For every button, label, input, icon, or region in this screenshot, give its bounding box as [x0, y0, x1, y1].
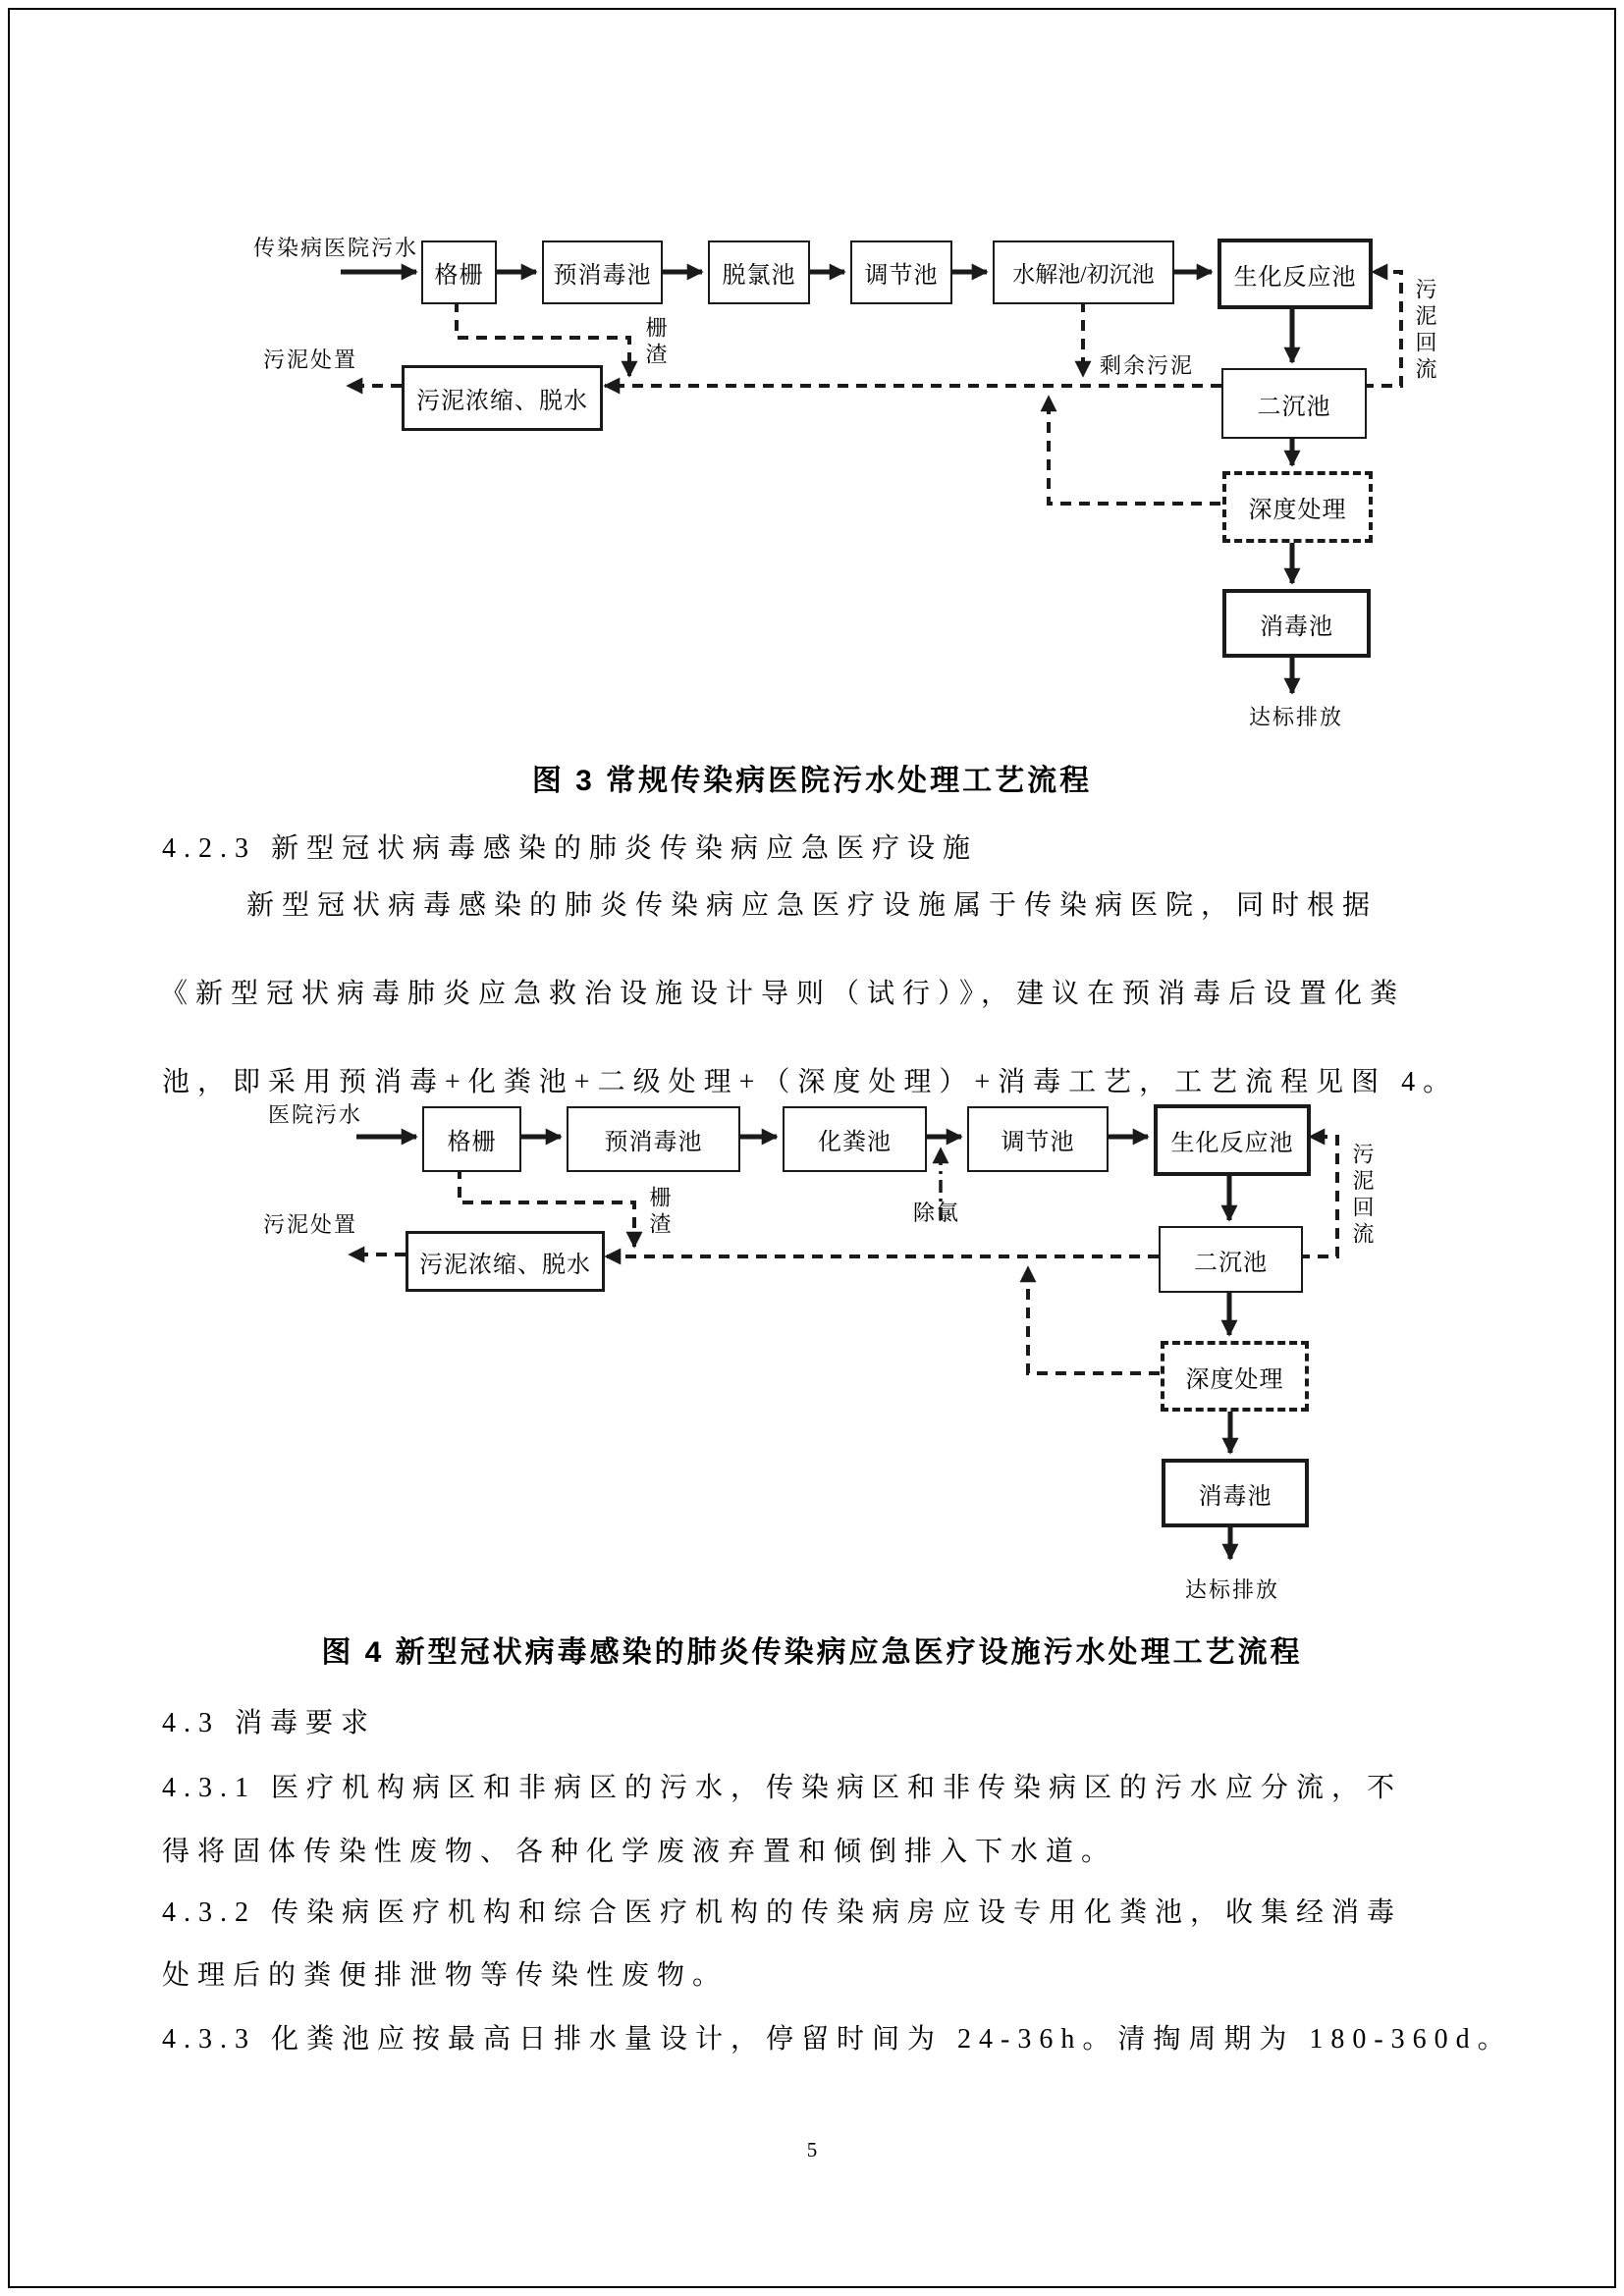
fig4-dechlorination-label: 除氯	[913, 1201, 961, 1225]
fig4-shendu-sludge-return	[1028, 1267, 1160, 1373]
fig3-sludge-disposal-label: 污泥处置	[263, 347, 358, 372]
fig4-node-septic-tank: 化粪池	[783, 1106, 927, 1172]
fig3-node-hydrolysis-primary-tank: 水解池/初沉池	[993, 240, 1174, 304]
fig3-sludge-recycle-label: 污泥回流	[1413, 278, 1437, 384]
fig4-node-regulating-tank: 调节池	[967, 1106, 1109, 1172]
fig3-shendu-sludge-return	[1049, 397, 1220, 504]
fig4-node-predisinfection-tank: 预消毒池	[567, 1106, 740, 1172]
paragraph-line-1: 新型冠状病毒感染的肺炎传染病应急医疗设施属于传染病医院，同时根据	[246, 890, 1379, 921]
fig4-sludge-recycle-label: 污泥回流	[1350, 1143, 1375, 1249]
fig3-node-secondary-clarifier: 二沉池	[1221, 368, 1367, 439]
fig4-node-sludge-thickening-dewatering: 污泥浓缩、脱水	[406, 1231, 605, 1292]
heading-4-2-3: 4.2.3 新型冠状病毒感染的肺炎传染病应急医疗设施	[162, 833, 979, 864]
fig4-sludge-disposal-label: 污泥处置	[263, 1212, 358, 1237]
fig4-screenings-label: 栅渣	[647, 1186, 672, 1239]
heading-4-3: 4.3 消毒要求	[162, 1708, 377, 1738]
fig3-node-predisinfection-tank: 预消毒池	[542, 240, 663, 304]
paragraph-line-3: 池，即采用预消毒+化粪池+二级处理+（深度处理）+消毒工艺，工艺流程见图 4。	[162, 1067, 1459, 1097]
fig3-node-screen: 格栅	[421, 240, 497, 304]
fig4-node-disinfection-tank: 消毒池	[1162, 1459, 1309, 1527]
line-4-3-1-a: 4.3.1 医疗机构病区和非病区的污水，传染病区和非传染病区的污水应分流，不	[162, 1773, 1403, 1803]
figure4-caption: 图 4 新型冠状病毒感染的肺炎传染病应急医疗设施污水处理工艺流程	[321, 1636, 1303, 1669]
fig3-node-bioreactor: 生化反应池	[1218, 239, 1373, 309]
fig3-node-dechlorination-tank: 脱氯池	[708, 240, 810, 304]
fig4-node-secondary-clarifier: 二沉池	[1159, 1226, 1303, 1293]
paragraph-line-2: 《新型冠状病毒肺炎应急救治设施设计导则（试行）》，建议在预消毒后设置化粪	[160, 979, 1406, 1009]
fig3-outfall-label: 达标排放	[1249, 705, 1344, 729]
fig4-outfall-label: 达标排放	[1185, 1577, 1280, 1602]
fig3-node-advanced-treatment: 深度处理	[1222, 471, 1373, 543]
line-4-3-2-b: 处理后的粪便排泄物等传染性废物。	[162, 1960, 729, 1991]
fig3-excess-sludge-label: 剩余污泥	[1100, 353, 1195, 378]
fig3-inflow-label: 传染病医院污水	[253, 236, 419, 260]
fig3-node-regulating-tank: 调节池	[850, 240, 952, 304]
fig4-node-bioreactor: 生化反应池	[1154, 1104, 1311, 1176]
fig3-node-sludge-thickening-dewatering: 污泥浓缩、脱水	[402, 365, 603, 431]
fig3-node-disinfection-tank: 消毒池	[1222, 589, 1371, 658]
fig4-inflow-label: 医院污水	[268, 1102, 363, 1127]
page-number: 5	[806, 2138, 818, 2162]
figure3-caption: 图 3 常规传染病医院污水处理工艺流程	[531, 765, 1093, 797]
line-4-3-2-a: 4.3.2 传染病医疗机构和综合医疗机构的传染病房应设专用化粪池，收集经消毒	[162, 1897, 1403, 1928]
line-4-3-3: 4.3.3 化粪池应按最高日排水量设计，停留时间为 24-36h。清掏周期为 180-360d。	[162, 2024, 1513, 2055]
fig3-screenings-label: 栅渣	[643, 316, 668, 369]
fig4-node-screen: 格栅	[422, 1106, 521, 1172]
fig4-node-advanced-treatment: 深度处理	[1161, 1341, 1309, 1412]
line-4-3-1-b: 得将固体传染性废物、各种化学废液弃置和倾倒排入下水道。	[162, 1837, 1117, 1867]
